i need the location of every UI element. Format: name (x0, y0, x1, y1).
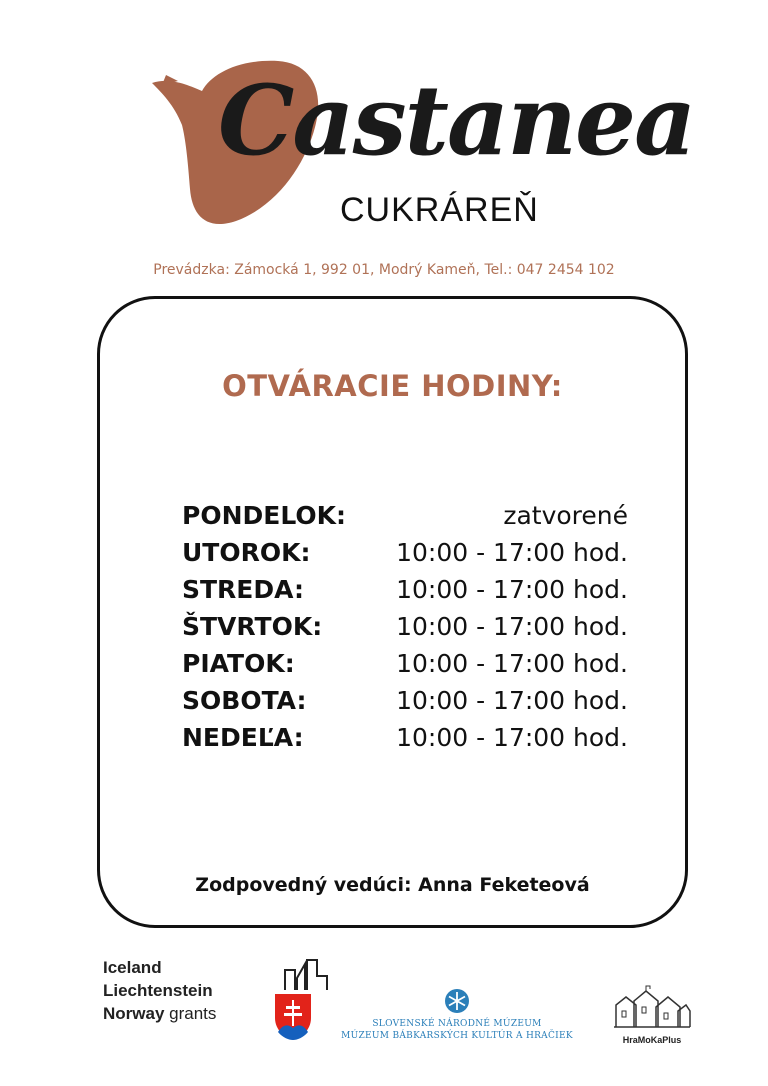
time-value: 10:00 - 17:00 hod. (396, 538, 628, 567)
day-label: ŠTVRTOK: (182, 612, 323, 641)
museum-snowflake-icon (444, 988, 470, 1014)
schedule-row-monday (182, 501, 628, 538)
day-label: STREDA: (182, 575, 304, 604)
schedule-row-wednesday (182, 575, 628, 612)
day-label: NEDEĽA: (182, 723, 304, 752)
museum-line-1: SLOVENSKÉ NÁRODNÉ MÚZEUM (372, 1019, 542, 1029)
schedule-row-sunday (182, 723, 628, 760)
museum-logo (336, 988, 578, 1042)
manager-line: Zodpovedný vedúci: Anna Feketeová (195, 874, 590, 896)
time-value: zatvorené (503, 501, 628, 530)
hramokaplus-label: HraMoKaPlus (622, 1035, 682, 1045)
castanea-logo (140, 55, 695, 230)
sponsor-footer (0, 950, 768, 1060)
hours-title: OTVÁRACIE HODINY: (222, 369, 563, 403)
time-value: 10:00 - 17:00 hod. (396, 575, 628, 604)
opening-hours-panel (97, 296, 688, 928)
hramokaplus-logo (606, 985, 698, 1045)
time-value: 10:00 - 17:00 hod. (396, 723, 628, 752)
time-value: 10:00 - 17:00 hod. (396, 686, 628, 715)
schedule-row-saturday (182, 686, 628, 723)
day-label: UTOROK: (182, 538, 311, 567)
grants-word: grants (169, 1004, 217, 1023)
time-value: 10:00 - 17:00 hod. (396, 649, 628, 678)
schedule-list (182, 501, 628, 760)
museum-line-2: MÚZEUM BÁBKARSKÝCH KULTÚR A HRAČIEK (341, 1031, 573, 1041)
logo-wordmark: Castanea (218, 64, 695, 177)
grants-mark-icon (283, 956, 333, 992)
logo-subtitle: CUKRÁREŇ (340, 191, 539, 229)
castle-houses-icon (612, 985, 692, 1029)
grants-line-norway (103, 1002, 243, 1025)
schedule-row-tuesday (182, 538, 628, 575)
grants-norway: Norway (103, 1004, 165, 1023)
schedule-row-friday (182, 649, 628, 686)
day-label: SOBOTA: (182, 686, 307, 715)
address-line: Prevádzka: Zámocká 1, 992 01, Modrý Kameň, Tel.: 047 2454 102 (153, 262, 615, 278)
time-value: 10:00 - 17:00 hod. (396, 612, 628, 641)
eea-grants-logo (103, 956, 243, 1025)
grants-line-iceland: Iceland (103, 958, 162, 977)
slovak-coat-of-arms-icon (273, 992, 313, 1042)
day-label: PIATOK: (182, 649, 295, 678)
grants-line-liechtenstein: Liechtenstein (103, 981, 213, 1000)
schedule-row-thursday (182, 612, 628, 649)
day-label: PONDELOK: (182, 501, 346, 530)
